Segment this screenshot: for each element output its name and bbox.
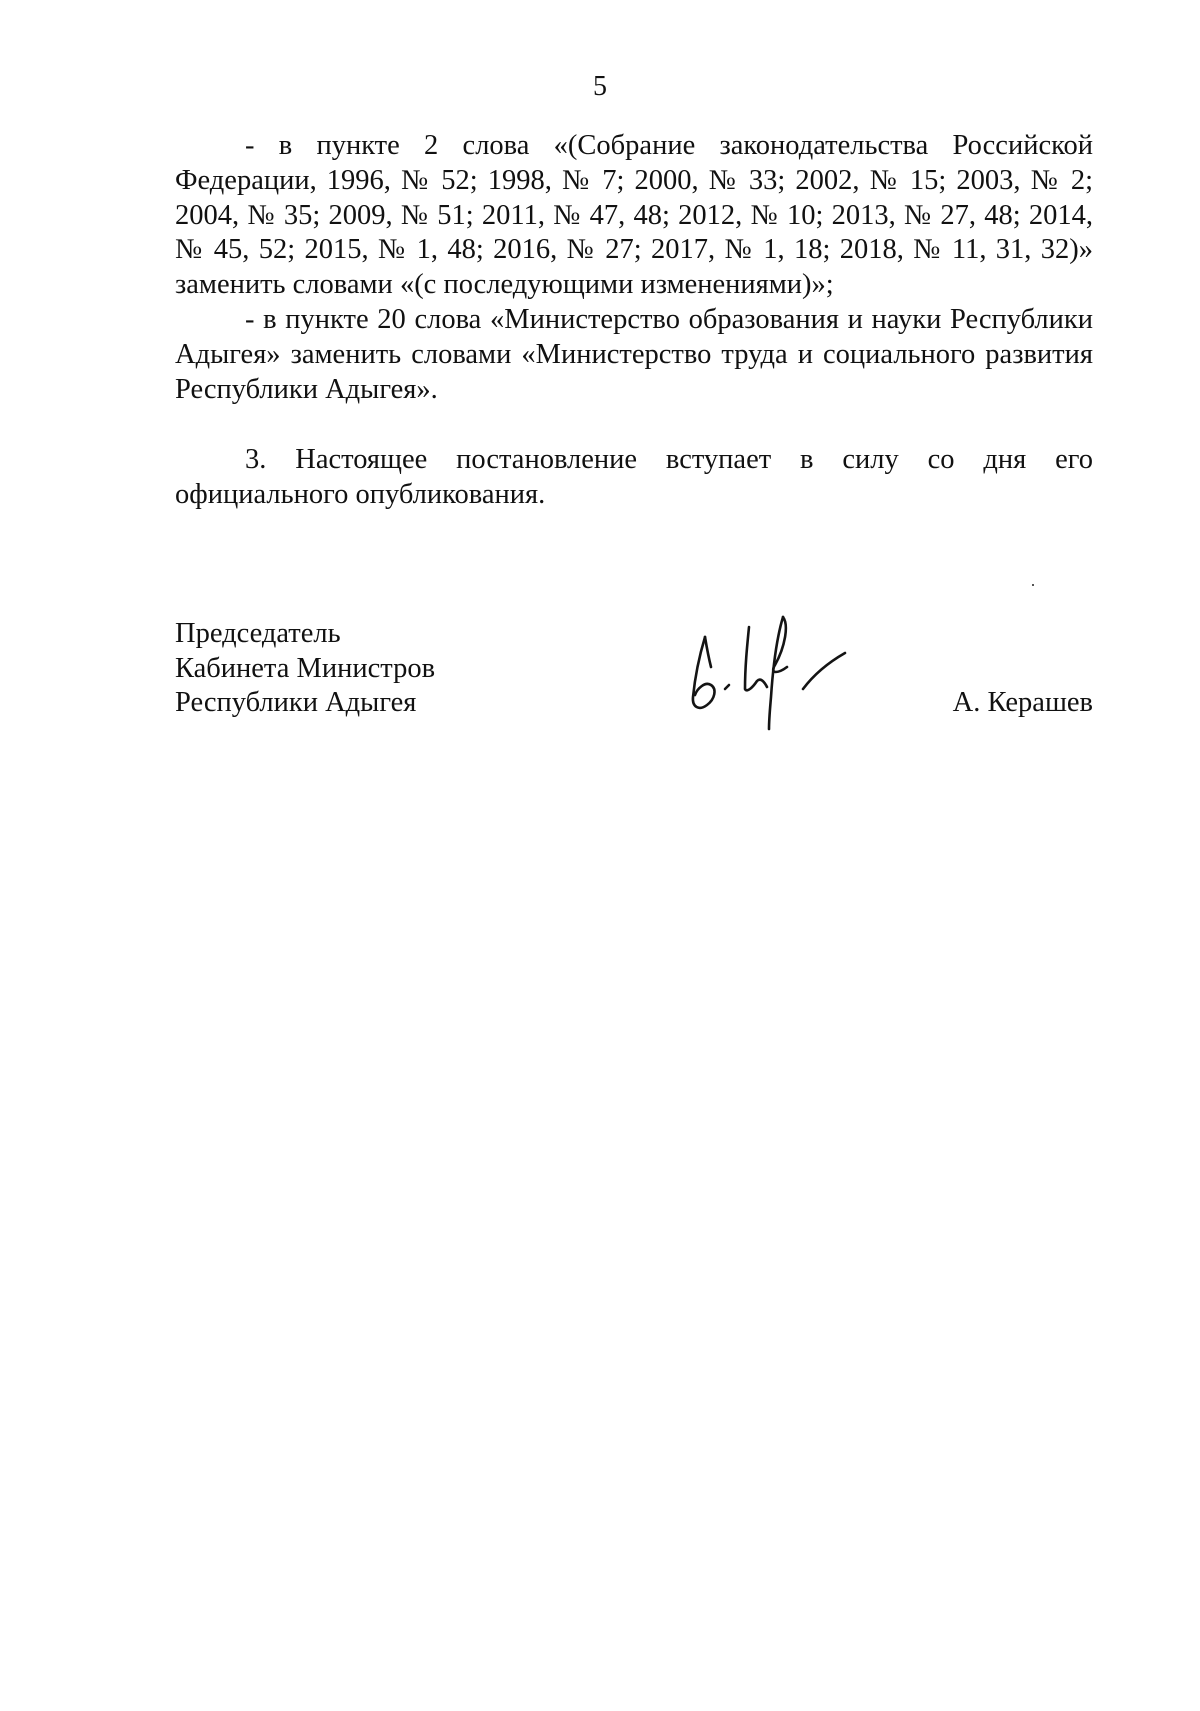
document-body	[175, 129, 1093, 513]
signer-title-line: Председатель	[175, 618, 341, 649]
handwritten-signature	[665, 597, 865, 737]
signer-title	[175, 617, 435, 721]
paragraph-item-20-amendment: - в пункте 20 слова «Министерство образования и науки Республики Адыгея» заменить словами «Министерство труда и социального развития Республики Адыгея».	[175, 303, 1093, 405]
paragraph-item-2-amendment: - в пункте 2 слова «(Собрание законодательства Российской Федерации, 1996, № 52; 1998, № 7; 2000, № 33; 2002, № 15; 2003, № 2; 2004, № 35; 2009, № 51; 2011, № 47, 48; 2012, № 10; 2013, № 27, 48; 2014, № 45, 52; 2015, № 1, 48; 2016, № 27; 2017, № 1, 18; 2018, № 11, 31, 32)» заменить словами «(с последующими изменениями)»;	[175, 130, 1093, 301]
scan-dot-mark	[1032, 584, 1034, 586]
signer-name: А. Керашев	[952, 687, 1093, 718]
page-number: 5	[593, 71, 607, 102]
signer-title-line: Республики Адыгея	[175, 687, 417, 718]
paragraph-entry-into-force: 3. Настоящее постановление вступает в силу со дня его официального опубликования.	[175, 444, 1093, 511]
signer-title-line: Кабинета Министров	[175, 652, 436, 684]
signature-block	[175, 617, 1093, 737]
